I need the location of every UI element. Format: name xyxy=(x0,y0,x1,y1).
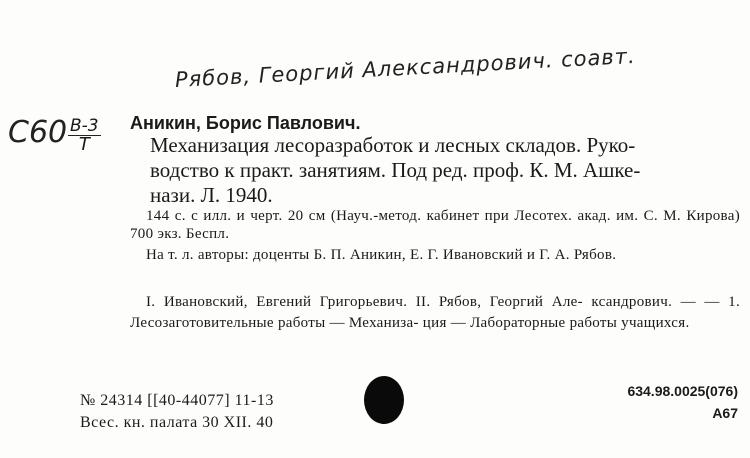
registration-number: № 24314 [[40-44077] 11-13 xyxy=(80,392,274,409)
handwritten-coauthor-note: Рябов, Георгий Александрович. соавт. xyxy=(174,43,637,92)
title-line: водство к практ. занятиям. Под ред. проф. К. М. Ашке- xyxy=(150,158,641,182)
tracings-text: I. Ивановский, Евгений Григорьевич. II. Рябов, Георгий Але- ксандрович. — — 1. Лесозаготовительные работы — Механиза- ция — Лабораторные работы учащихся. xyxy=(130,294,740,331)
classification-block xyxy=(627,380,738,424)
call-number-top: В-3 xyxy=(70,116,99,136)
physical-description xyxy=(130,207,740,264)
registration-block xyxy=(80,390,274,434)
title-statement xyxy=(150,133,745,208)
handwritten-call-number-fraction xyxy=(68,117,101,154)
book-chamber-stamp: Всес. кн. палата 30 XII. 40 xyxy=(80,414,274,431)
call-number-bottom: Т xyxy=(78,134,90,155)
card-punch-hole xyxy=(364,376,404,424)
handwritten-call-number: С60 xyxy=(8,115,68,150)
author-heading: Аникин, Борис Павлович. xyxy=(130,113,361,133)
authors-note: На т. л. авторы: доценты Б. П. Аникин, Е. Г. Ивановский и Г. А. Рябов. xyxy=(146,247,617,263)
tracings xyxy=(130,292,740,334)
author-code: А67 xyxy=(712,405,738,421)
title-line: Механизация лесоразработок и лесных складов. Руко- xyxy=(150,133,636,157)
udc-number: 634.98.0025(076) xyxy=(627,383,738,399)
collation-text: 144 с. с илл. и черт. 20 см (Науч.-метод. кабинет при Лесотех. акад. им. С. М. Кирова) 700 экз. Беспл. xyxy=(130,208,740,242)
title-line: нази. Л. 1940. xyxy=(150,183,273,207)
